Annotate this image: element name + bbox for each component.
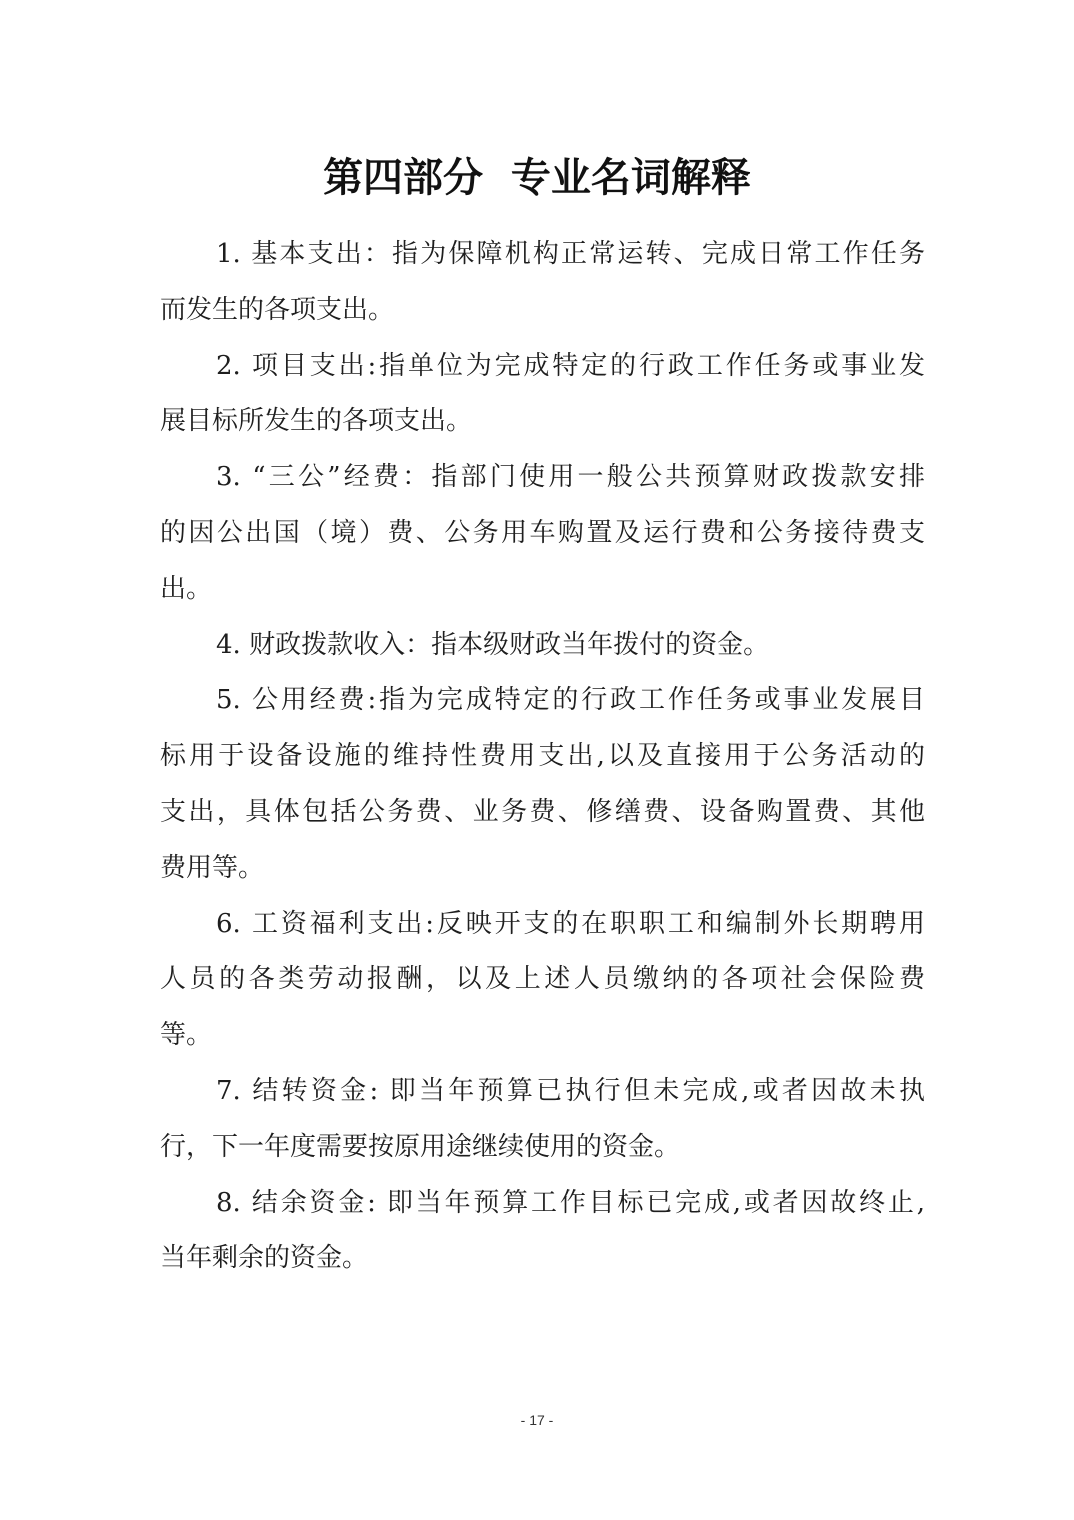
text-line: 展目标所发生的各项支出。 — [160, 406, 473, 437]
text-line: 等。 — [160, 1020, 213, 1051]
term-definition-carryover-funds — [160, 1064, 925, 1176]
document-body — [160, 227, 925, 1287]
text-line: 1. 基本支出：指为保障机构正常运转、完成日常工作任务 — [216, 239, 925, 269]
term-definition-public-expenses — [160, 673, 925, 896]
text-line: 4. 财政拨款收入：指本级财政当年拨付的资金。 — [216, 629, 770, 660]
text-line: 5. 公用经费:指为完成特定的行政工作任务或事业发展目 — [216, 685, 925, 716]
term-definition-basic-expenditure — [160, 227, 925, 339]
text-line: 而发生的各项支出。 — [160, 294, 395, 325]
text-line: 人员的各类劳动报酬，以及上述人员缴纳的各项社会保险费 — [160, 964, 925, 995]
text-line: 标用于设备设施的维持性费用支出,以及直接用于公务活动的 — [160, 741, 925, 772]
text-line: 8. 结余资金: 即当年预算工作目标已完成,或者因故终止, — [216, 1187, 925, 1218]
term-definition-three-public-expenses — [160, 450, 925, 617]
text-line: 行，下一年度需要按原用途继续使用的资金。 — [160, 1131, 681, 1162]
page-number: - 17 - — [520, 1412, 554, 1428]
term-definition-wages-welfare — [160, 897, 925, 1064]
term-definition-project-expenditure — [160, 339, 925, 451]
text-line: 3. “三公”经费：指部门使用一般公共预算财政拨款安排 — [216, 462, 925, 493]
text-line: 7. 结转资金: 即当年预算已执行但未完成,或者因故未执 — [216, 1075, 925, 1106]
text-line: 出。 — [160, 573, 213, 604]
term-definition-fiscal-appropriation-income — [160, 618, 925, 674]
page-title: 第四部分 专业名词解释 — [323, 154, 751, 201]
term-definition-surplus-funds — [160, 1176, 925, 1288]
text-line: 的因公出国（境）费、公务用车购置及运行费和公务接待费支 — [160, 517, 925, 548]
text-line: 费用等。 — [160, 852, 265, 883]
text-line: 6. 工资福利支出:反映开支的在职职工和编制外长期聘用 — [216, 908, 925, 939]
text-line: 支出，具体包括公务费、业务费、修缮费、设备购置费、其他 — [160, 796, 925, 827]
text-line: 2. 项目支出:指单位为完成特定的行政工作任务或事业发 — [216, 350, 925, 381]
text-line: 当年剩余的资金。 — [160, 1243, 369, 1274]
